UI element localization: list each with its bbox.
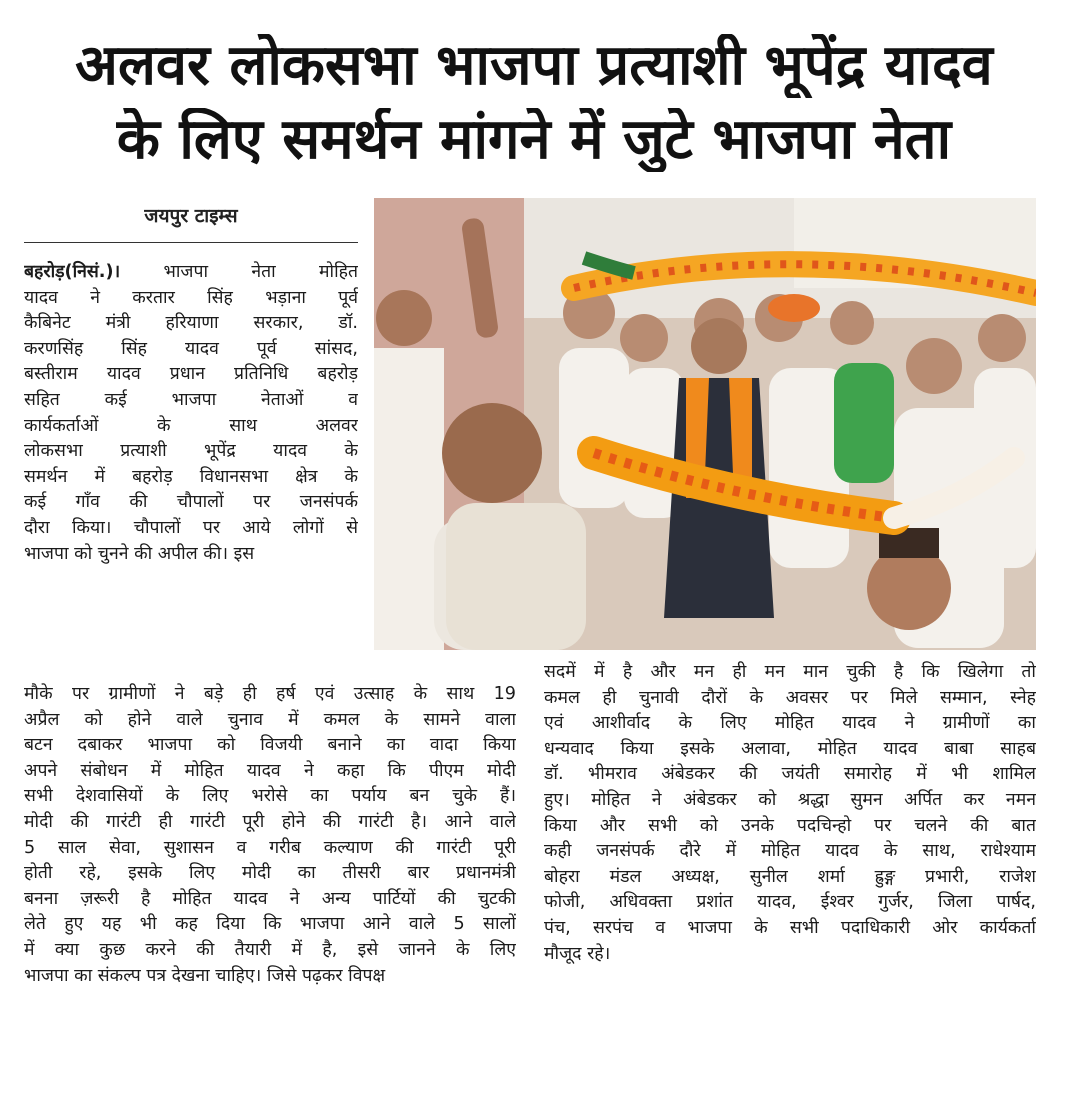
news-photo-illustration <box>374 198 1036 650</box>
article-line: एवं आशीर्वाद के लिए मोहित यादव ने ग्रामीणों का <box>544 713 1036 734</box>
article-line: में क्या कुछ करने की तैयारी में है, इसे जानने के लिए <box>24 939 516 960</box>
article-column-left-top <box>24 260 358 567</box>
article-line: होती रहे, इसके लिए मोदी का तीसरी बार प्रधानमंत्री <box>24 863 516 884</box>
article-line: डॉ. भीमराव अंबेडकर की जयंती समारोह में भी शामिल <box>544 764 1036 785</box>
article-line: अप्रैल को होने वाले चुनाव में कमल के सामने वाला <box>24 709 516 730</box>
article-line: कैबिनेट मंत्री हरियाणा सरकार, डॉ. <box>24 313 358 334</box>
article-line: फोजी, अधिवक्ता प्रशांत यादव, ईश्वर गुर्जर, जिला पार्षद, <box>544 892 1036 913</box>
article-column-left-bottom <box>24 682 516 989</box>
article-line: सदमें में है और मन ही मन मान चुकी है कि खिलेगा तो <box>544 662 1036 682</box>
news-photo <box>374 198 1036 650</box>
article-line: 5 साल सेवा, सुशासन व गरीब कल्याण की गारंटी पूरी <box>24 837 516 858</box>
article-line: मोदी की गारंटी ही गारंटी पूरी होने की गारंटी है। आने वाले <box>24 811 516 832</box>
article-line: भाजपा को चुनने की अपील की। इस <box>24 543 255 564</box>
article-line: लेते हुए यह भी कह दिया कि भाजपा आने वाले 5 सालों <box>24 914 516 935</box>
article-line: अपने संबोधन में मोहित यादव ने कहा कि पीएम मोदी <box>24 760 516 781</box>
article-line: भाजपा का संकल्प पत्र देखना चाहिए। जिसे पढ़कर विपक्ष <box>24 965 386 986</box>
article-line: कही जनसंपर्क दौरे में मोहित यादव के साथ, राधेश्याम <box>544 841 1036 862</box>
article-line: कमल ही चुनावी दौरों के अवसर पर मिले सम्मान, स्नेह <box>544 687 1036 708</box>
article-line: करणसिंह सिंह यादव पूर्व सांसद, <box>24 338 358 359</box>
headline-line-1: अलवर लोकसभा भाजपा प्रत्याशी भूपेंद्र यादव <box>75 34 993 98</box>
article-line: समर्थन में बहरोड़ विधानसभा क्षेत्र के <box>24 466 358 487</box>
dateline: बहरोड़(निसं.)। <box>24 262 121 282</box>
article-line: हुए। मोहित ने अंबेडकर को श्रद्धा सुमन अर्पित कर नमन <box>544 789 1036 810</box>
article-line: धन्यवाद किया इसके अलावा, मोहित यादव बाबा साहब <box>544 738 1036 759</box>
article-column-right <box>544 660 1036 967</box>
article-line: बहरोड़(निसं.)। भाजपा नेता मोहित <box>24 262 358 282</box>
article-line: मौजूद रहे। <box>544 943 611 964</box>
byline: जयपुर टाइम्स <box>144 205 238 227</box>
article-line: सहित कई भाजपा नेताओं व <box>24 389 358 410</box>
headline-line-2: के लिए समर्थन मांगने में जुटे भाजपा नेता <box>116 108 952 172</box>
article-line: बस्तीराम यादव प्रधान प्रतिनिधि बहरोड़ <box>24 364 358 385</box>
article-line: किया और सभी को उनके पदचिन्हो पर चलने की बात <box>544 815 1036 836</box>
article-line: कई गाँव की चौपालों पर जनसंपर्क <box>24 492 358 513</box>
article-line: लोकसभा प्रत्याशी भूपेंद्र यादव के <box>24 441 358 462</box>
article-line: दौरा किया। चौपालों पर आये लोगों से <box>24 517 358 538</box>
article-line: पंच, सरपंच व भाजपा के सभी पदाधिकारी ओर कार्यकर्ता <box>544 917 1036 938</box>
article-line: कार्यकर्ताओं के साथ अलवर <box>24 415 358 436</box>
article-line: यादव ने करतार सिंह भड़ाना पूर्व <box>24 287 358 308</box>
article-line: मौके पर ग्रामीणों ने बड़े ही हर्ष एवं उत्साह के साथ 19 <box>24 684 516 704</box>
article-line: बटन दबाकर भाजपा को विजयी बनाने का वादा किया <box>24 735 516 756</box>
byline-divider <box>24 242 358 243</box>
article-line: बनना ज़रूरी है मोहित यादव ने अन्य पार्टियों की चुटकी <box>24 888 516 909</box>
article-line: सभी देशवासियों के लिए भरोसे का पर्याय बन चुके हैं। <box>24 786 516 807</box>
article-line: बोहरा मंडल अध्यक्ष, सुनील शर्मा ह्रुङ्ग प्रभारी, राजेश <box>544 866 1036 887</box>
